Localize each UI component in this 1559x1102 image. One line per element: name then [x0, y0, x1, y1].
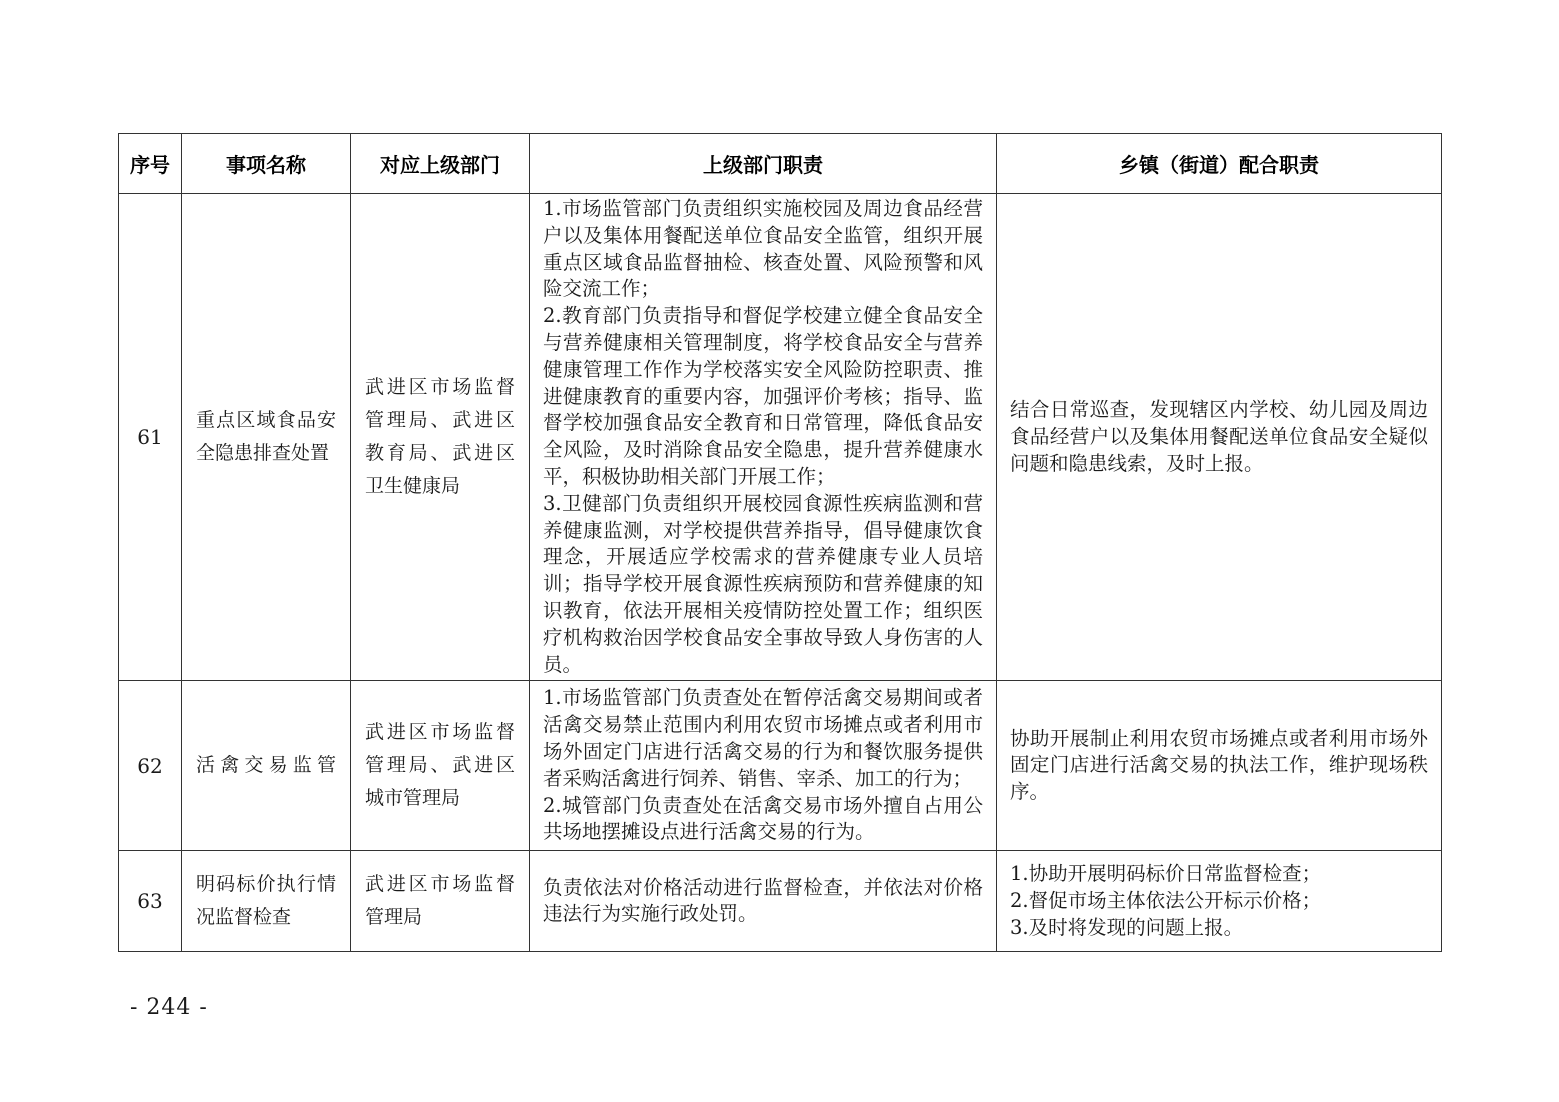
departments-text: 武进区市场监督管理局、武进区城市管理局	[365, 721, 515, 810]
superior-duty-item: 3.卫健部门负责组织开展校园食源性疾病监测和营养健康监测，对学校提供营养指导，倡导健康饮食理念，开展适应学校需求的营养健康专业人员培训；指导学校开展食源性疾病预防和营养健康的知识教育，依法开展相关疫情防控处置工作；组织医疗机构救治因学校食品安全事故导致人身伤害的人员。	[543, 491, 983, 676]
township-duty-item: 协助开展制止利用农贸市场摊点或者利用市场外固定门店进行活禽交易的执法工作，维护现场秩序。	[1010, 726, 1428, 804]
table-row	[119, 194, 1442, 681]
superior-duty-item: 1.市场监管部门负责组织实施校园及周边食品经营户以及集体用餐配送单位食品安全监管，组织开展重点区域食品监督抽检、核查处置、风险预警和风险交流工作；	[543, 197, 983, 301]
departments-text: 武进区市场监督管理局、武进区教育局、武进区卫生健康局	[365, 376, 515, 498]
table-row	[119, 681, 1442, 851]
row-item-name	[182, 194, 351, 681]
row-township-duties	[997, 851, 1442, 952]
superior-duty-item: 负责依法对价格活动进行监督检查，并依法对价格违法行为实施行政处罚。	[543, 875, 983, 926]
header-township-duties: 乡镇（街道）配合职责	[997, 134, 1442, 194]
row-item-name	[182, 851, 351, 952]
row-departments	[351, 194, 530, 681]
row-superior-duties	[530, 194, 997, 681]
header-item-name: 事项名称	[182, 134, 351, 194]
township-duty-item: 3.及时将发现的问题上报。	[1010, 915, 1244, 939]
header-seq: 序号	[119, 134, 182, 194]
row-township-duties	[997, 194, 1442, 681]
row-superior-duties	[530, 851, 997, 952]
row-item-name	[182, 681, 351, 851]
row-superior-duties	[530, 681, 997, 851]
header-superior-duties: 上级部门职责	[530, 134, 997, 194]
item-name-text: 明码标价执行情况监督检查	[196, 873, 336, 929]
superior-duty-item: 1.市场监管部门负责查处在暂停活禽交易期间或者活禽交易禁止范围内利用农贸市场摊点或者利用市场外固定门店进行活禽交易的行为和餐饮服务提供者采购活禽进行饲养、销售、宰杀、加工的行为；	[543, 686, 983, 790]
row-township-duties	[997, 681, 1442, 851]
item-name-text: 活禽交易监管	[196, 754, 336, 777]
item-name-text: 重点区域食品安全隐患排查处置	[196, 409, 336, 465]
row-seq: 63	[119, 851, 182, 952]
departments-text: 武进区市场监督管理局	[365, 873, 515, 929]
row-departments	[351, 681, 530, 851]
duties-table	[118, 133, 1442, 952]
page-number: - 244 -	[130, 995, 208, 1020]
header-superior-department: 对应上级部门	[351, 134, 530, 194]
township-duty-item: 2.督促市场主体依法公开标示价格；	[1010, 888, 1322, 912]
township-duty-item: 结合日常巡查，发现辖区内学校、幼儿园及周边食品经营户以及集体用餐配送单位食品安全疑似问题和隐患线索，及时上报。	[1010, 397, 1428, 475]
table-row	[119, 851, 1442, 952]
row-departments	[351, 851, 530, 952]
township-duty-item: 1.协助开展明码标价日常监督检查；	[1010, 862, 1322, 886]
superior-duty-item: 2.城管部门负责查处在活禽交易市场外擅自占用公共场地摆摊设点进行活禽交易的行为。	[543, 793, 983, 844]
table-header-row	[119, 134, 1442, 194]
row-seq: 61	[119, 194, 182, 681]
row-seq: 62	[119, 681, 182, 851]
superior-duty-item: 2.教育部门负责指导和督促学校建立健全食品安全与营养健康相关管理制度，将学校食品安全与营养健康管理工作作为学校落实安全风险防控职责、推进健康教育的重要内容，加强评价考核；指导、监督学校加强食品安全教育和日常管理，降低食品安全风险，及时消除食品安全隐患，提升营养健康水平，积极协助相关部门开展工作；	[543, 304, 983, 488]
